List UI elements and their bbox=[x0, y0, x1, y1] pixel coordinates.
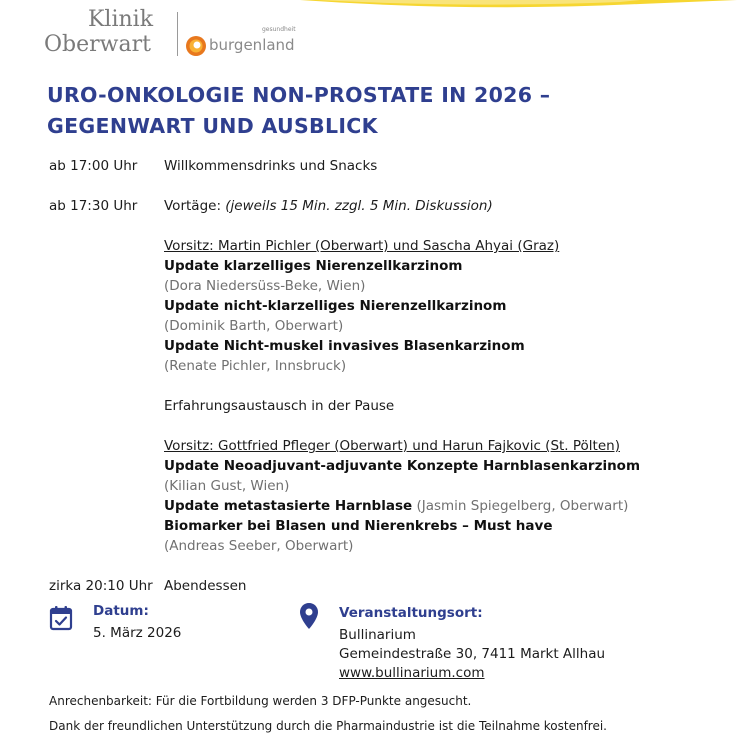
chair-2: Vorsitz: Gottfried Pfleger (Oberwart) und Harun Fajkovic (St. Pölten) bbox=[164, 438, 620, 454]
talk-5: Update metastasierte Harnblase bbox=[164, 498, 413, 514]
speaker-5: (Jasmin Spiegelberg, Oberwart) bbox=[412, 498, 629, 514]
talk-5-row bbox=[164, 496, 628, 516]
time-2: ab 17:30 Uhr bbox=[49, 198, 138, 214]
talks-note: (jeweils 15 Min. zzgl. 5 Min. Diskussion) bbox=[225, 198, 493, 214]
partner-name: burgenland bbox=[209, 36, 295, 54]
pause-item: Erfahrungsaustausch in der Pause bbox=[164, 398, 395, 414]
time-3: zirka 20:10 Uhr bbox=[49, 578, 153, 594]
date-label: Datum: bbox=[93, 603, 149, 619]
calendar-check-icon bbox=[49, 605, 73, 631]
venue-label: Veranstaltungsort: bbox=[339, 605, 483, 621]
speaker-6: (Andreas Seeber, Oberwart) bbox=[164, 538, 354, 554]
program-item-1: Willkommensdrinks und Snacks bbox=[164, 158, 378, 174]
klinik-line2: Oberwart bbox=[44, 32, 151, 57]
speaker-3: (Renate Pichler, Innsbruck) bbox=[164, 358, 347, 374]
footer-sponsor-note: Dank der freundlichen Unterstützung durch die Pharmaindustrie ist die Teilnahme kostenfrei. bbox=[49, 719, 607, 733]
talk-6: Biomarker bei Blasen und Nierenkrebs – Must have bbox=[164, 518, 553, 534]
talk-2: Update nicht-klarzelliges Nierenzellkarzinom bbox=[164, 298, 507, 314]
venue-address: Gemeindestraße 30, 7411 Markt Allhau bbox=[339, 646, 606, 662]
speaker-4: (Kilian Gust, Wien) bbox=[164, 478, 290, 494]
program-item-2 bbox=[164, 196, 493, 216]
talk-1: Update klarzelliges Nierenzellkarzinom bbox=[164, 258, 463, 274]
title-line-1: URO-ONKOLOGIE NON-PROSTATE IN 2026 – bbox=[47, 83, 551, 107]
program-item-3: Abendessen bbox=[164, 578, 247, 594]
date-value: 5. März 2026 bbox=[93, 625, 182, 641]
talk-4: Update Neoadjuvant-adjuvante Konzepte Harnblasenkarzinom bbox=[164, 458, 641, 474]
speaker-2: (Dominik Barth, Oberwart) bbox=[164, 318, 344, 334]
logo-divider bbox=[177, 12, 178, 56]
page-title bbox=[47, 80, 647, 142]
venue-website-link[interactable]: www.bullinarium.com bbox=[339, 665, 485, 681]
footer-credit-note: Anrechenbarkeit: Für die Fortbildung werden 3 DFP-Punkte angesucht. bbox=[49, 694, 472, 708]
title-line-2: GEGENWART UND AUSBLICK bbox=[47, 114, 378, 138]
partner-small-text: gesundheit bbox=[262, 26, 296, 33]
speaker-1: (Dora Niedersüss-Beke, Wien) bbox=[164, 278, 366, 294]
talks-label: Vortäge: bbox=[164, 198, 226, 214]
burgenland-sun-icon bbox=[185, 35, 207, 57]
talk-3: Update Nicht-muskel invasives Blasenkarzinom bbox=[164, 338, 525, 354]
klinik-oberwart-logo[interactable] bbox=[44, 8, 304, 64]
chair-1: Vorsitz: Martin Pichler (Oberwart) und Sascha Ahyai (Graz) bbox=[164, 238, 560, 254]
venue-name: Bullinarium bbox=[339, 627, 416, 643]
location-pin-icon bbox=[299, 602, 319, 630]
time-1: ab 17:00 Uhr bbox=[49, 158, 138, 174]
klinik-line1: Klinik bbox=[88, 7, 154, 32]
